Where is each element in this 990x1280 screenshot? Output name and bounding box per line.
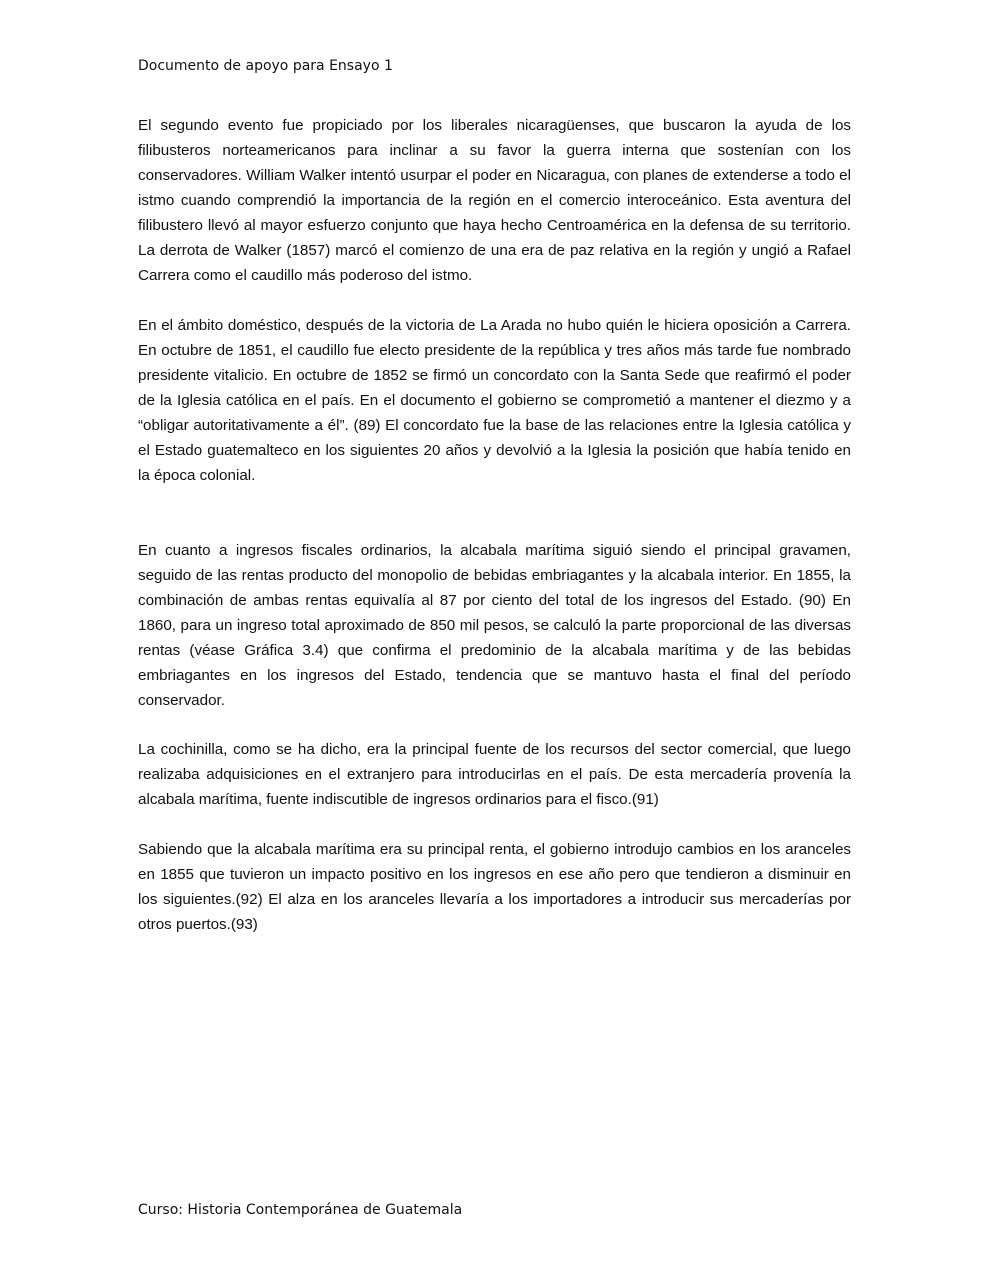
paragraph-carrera-concordato: En el ámbito doméstico, después de la victoria de La Arada no hubo quién le hiciera oposición a Carrera. En octubre de 1851, el caudillo fue electo presidente de la república y tres años más tarde fue nombrado presidente vitalicio. En octubre de 1852 se firmó un concordato con la Santa Sede que reafirmó el poder de la Iglesia católica en el país. En el documento el gobierno se comprometió a mantener el diezmo y a “obligar autoritativamente a él”. (89) El concordato fue la base de las relaciones entre la Iglesia católica y el Estado guatemalteco en los siguientes 20 años y devolvió a la Iglesia la posición que había tenido en la época colonial.	[138, 317, 851, 484]
page-footer: Curso: Historia Contemporánea de Guatemala	[138, 1202, 463, 1218]
paragraph-ingresos-fiscales: En cuanto a ingresos fiscales ordinarios, la alcabala marítima siguió siendo el principal gravamen, seguido de las rentas producto del monopolio de bebidas embriagantes y la alcabala interior. En 1855, la combinación de ambas rentas equivalía al 87 por ciento del total de los ingresos del Estado. (90) En 1860, para un ingreso total aproximado de 850 mil pesos, se calculó la parte proporcional de las diversas rentas (véase Gráfica 3.4) que confirma el predominio de la alcabala marítima y de las bebidas embriagantes en los ingresos del Estado, tendencia que se mantuvo hasta el final del período conservador.	[138, 542, 851, 709]
paragraph-walker: El segundo evento fue propiciado por los liberales nicaragüenses, que buscaron la ayuda de los filibusteros norteamericanos para inclinar a su favor la guerra interna que sostenían con los conservadores. William Walker intentó usurpar el poder en Nicaragua, con planes de extenderse a todo el istmo cuando comprendió la importancia de la región en el comercio interoceánico. Esta aventura del filibustero llevó al mayor esfuerzo conjunto que haya hecho Centroamérica en la defensa de su territorio. La derrota de Walker (1857) marcó el comienzo de una era de paz relativa en la región y ungió a Rafael Carrera como el caudillo más poderoso del istmo.	[138, 117, 851, 284]
page-header: Documento de apoyo para Ensayo 1	[138, 58, 393, 74]
paragraph-cochinilla: La cochinilla, como se ha dicho, era la principal fuente de los recursos del sector comercial, que luego realizaba adquisiciones en el extranjero para introducirlas en el país. De esta mercadería provenía la alcabala marítima, fuente indiscutible de ingresos ordinarios para el fisco.(91)	[138, 741, 851, 808]
paragraph-aranceles: Sabiendo que la alcabala marítima era su principal renta, el gobierno introdujo cambios en los aranceles en 1855 que tuvieron un impacto positivo en los ingresos en ese año pero que tendieron a disminuir en los siguientes.(92) El alza en los aranceles llevaría a los importadores a introducir sus mercaderías por otros puertos.(93)	[138, 841, 851, 933]
